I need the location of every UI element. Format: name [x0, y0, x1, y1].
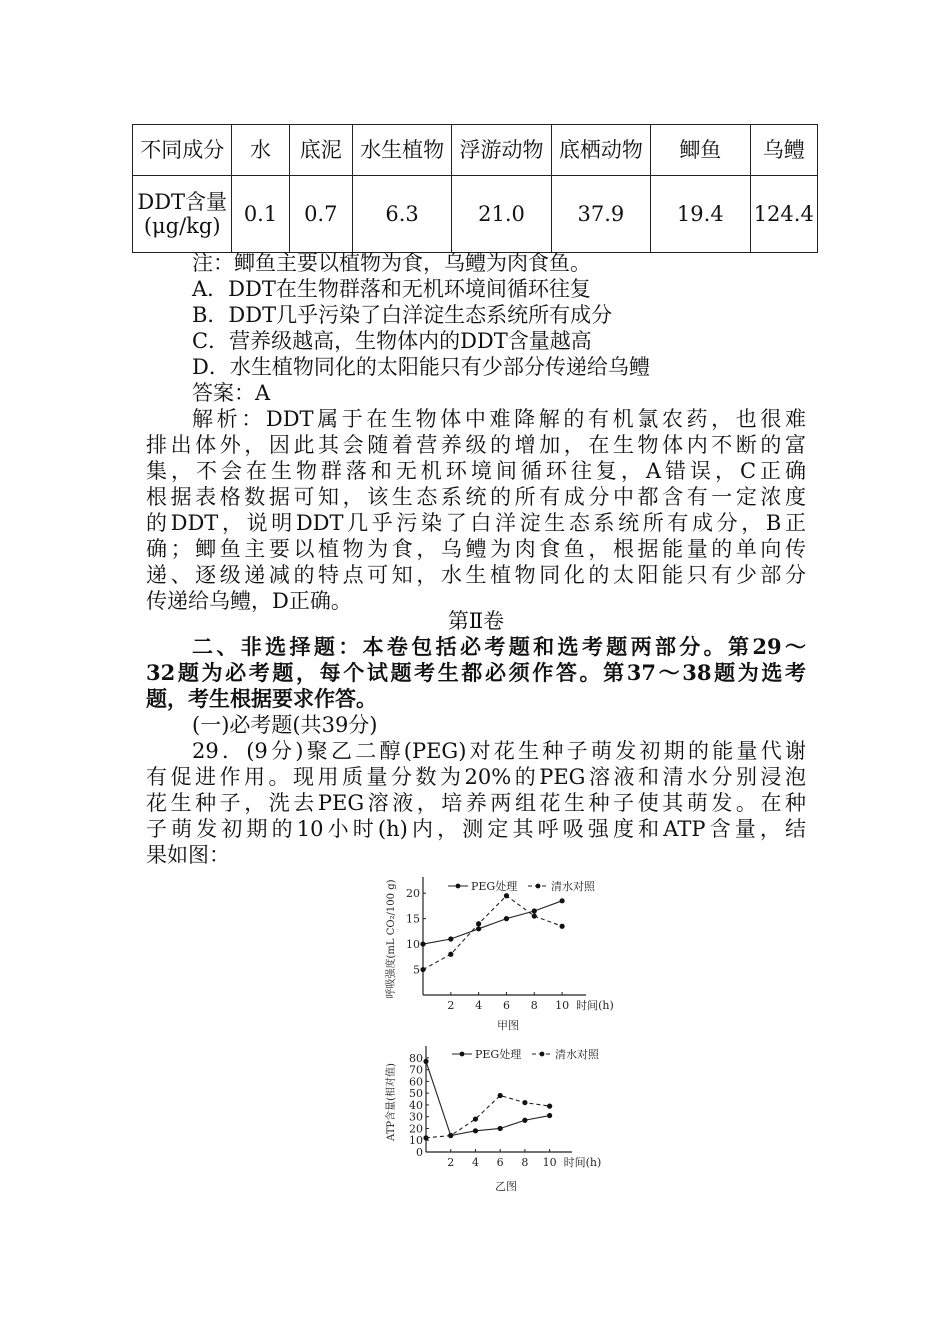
table-cell: 底泥	[289, 125, 352, 176]
option-c: C．营养级越高，生物体内的DDT含量越高	[192, 329, 592, 353]
y-axis-label: 呼吸强度(mL CO₂/100 g)	[386, 879, 397, 999]
table-cell: 124.4	[750, 176, 817, 253]
y-tick-label: 15	[406, 912, 420, 926]
table-header-row	[133, 125, 818, 176]
explanation-line: 根据表格数据可知，该生态系统的所有成分中都含有一定浓度	[146, 485, 806, 509]
data-point	[559, 898, 564, 903]
table-cell: 水生植物	[352, 125, 451, 176]
explanation-line: 递、逐级递减的特点可知，水生植物同化的太阳能只有少部分	[146, 563, 806, 587]
data-point	[504, 893, 509, 898]
question-line: 29．(9分)聚乙二醇(PEG)对花生种子萌发初期的能量代谢	[192, 739, 806, 763]
table-row	[133, 176, 818, 253]
table-cell: 水	[232, 125, 289, 176]
table-cell: 19.4	[651, 176, 750, 253]
x-tick-label: 2	[447, 1156, 455, 1169]
series-line	[423, 901, 562, 944]
question-line: 子萌发初期的10小时(h)内，测定其呼吸强度和ATP含量，结	[146, 817, 806, 841]
data-point	[448, 936, 453, 941]
y-tick-label: 50	[409, 1087, 423, 1101]
explanation-line: 确；鲫鱼主要以植物为食，乌鳢为肉食鱼，根据能量的单向传	[146, 537, 806, 561]
table-cell: DDT含量(μg/kg)	[133, 176, 232, 253]
table-cell: 0.1	[232, 176, 289, 253]
data-point	[504, 916, 509, 921]
series-line	[426, 1061, 550, 1135]
section-intro-line: 二、非选择题：本卷包括必考题和选考题两部分。第29～	[192, 634, 806, 659]
table-cell: 6.3	[352, 176, 451, 253]
table-cell: 21.0	[452, 176, 551, 253]
legend-marker	[540, 1052, 545, 1057]
answer: 答案：A	[192, 381, 271, 405]
y-tick-label: 20	[406, 887, 420, 901]
table-cell: 鲫鱼	[651, 125, 750, 176]
section-title: 第Ⅱ卷	[447, 609, 505, 633]
subsection-title: (一)必考题(共39分)	[192, 713, 378, 737]
chart-title: 乙图	[495, 1180, 517, 1193]
atp-chart	[380, 1040, 640, 1200]
explanation-line: 的DDT，说明DDT几乎污染了白洋淀生态系统所有成分，B正	[146, 511, 806, 535]
x-tick-label: 4	[475, 999, 483, 1012]
explanation-line: 排出体外，因此其会随着营养级的增加，在生物体内不断的富	[146, 433, 806, 457]
y-axis-label: ATP含量(相对值)	[386, 1063, 397, 1141]
data-point	[559, 924, 564, 929]
data-point	[547, 1113, 552, 1118]
table-cell: 乌鳢	[750, 125, 817, 176]
data-point	[448, 1133, 453, 1138]
section-intro-line: 题，考生根据要求作答。	[146, 686, 377, 711]
table-cell: 37.9	[551, 176, 650, 253]
data-point	[522, 1100, 527, 1105]
x-axis-label: 时间(h)	[576, 999, 614, 1012]
series-line	[423, 896, 562, 970]
legend-label: 清水对照	[551, 880, 595, 893]
y-tick-label: 0	[416, 1146, 423, 1159]
data-point	[423, 1135, 428, 1140]
chart-title: 甲图	[497, 1019, 519, 1032]
y-tick-label: 20	[409, 1122, 423, 1136]
y-tick-label: 60	[409, 1075, 423, 1089]
x-tick-label: 4	[471, 1156, 479, 1169]
data-point	[547, 1104, 552, 1109]
y-tick-label: 70	[409, 1063, 423, 1077]
x-tick-label: 8	[521, 1156, 529, 1169]
option-d: D．水生植物同化的太阳能只有少部分传递给乌鳢	[192, 355, 650, 379]
data-point	[522, 1118, 527, 1123]
y-tick-label: 80	[409, 1051, 423, 1065]
data-point	[420, 967, 425, 972]
data-point	[423, 1059, 428, 1064]
data-point	[448, 952, 453, 957]
legend-label: PEG处理	[471, 880, 518, 893]
explanation-line: 传递给乌鳢，D正确。	[146, 589, 352, 613]
legend-label: 清水对照	[555, 1048, 599, 1061]
data-point	[532, 908, 537, 913]
explanation-line: 解析：DDT属于在生物体中难降解的有机氯农药，也很难	[192, 407, 806, 431]
question-line: 花生种子，洗去PEG溶液，培养两组花生种子使其萌发。在种	[146, 791, 806, 815]
y-tick-label: 30	[409, 1110, 423, 1124]
table-cell: 0.7	[289, 176, 352, 253]
data-point	[473, 1116, 478, 1121]
x-tick-label: 10	[555, 999, 570, 1012]
respiration-chart	[380, 865, 640, 1040]
x-axis-label: 时间(h)	[563, 1156, 602, 1169]
data-point	[498, 1093, 503, 1098]
x-tick-label: 2	[447, 999, 455, 1012]
x-tick-label: 6	[502, 999, 510, 1012]
data-point	[420, 941, 425, 946]
legend-marker	[456, 884, 461, 889]
option-b: B．DDT几乎污染了白洋淀生态系统所有成分	[192, 303, 613, 327]
section-intro-line: 32题为必考题，每个试题考生都必须作答。第37～38题为选考	[146, 660, 806, 685]
data-point	[498, 1126, 503, 1131]
table-cell: 不同成分	[133, 125, 232, 176]
data-point	[473, 1128, 478, 1133]
ddt-table	[132, 124, 818, 253]
x-tick-label: 6	[496, 1156, 504, 1169]
legend-marker	[460, 1052, 465, 1057]
option-a: A．DDT在生物群落和无机环境间循环往复	[192, 277, 591, 301]
legend-marker	[536, 884, 541, 889]
question-line: 果如图：	[146, 843, 230, 867]
x-tick-label: 8	[530, 999, 538, 1012]
y-tick-label: 10	[409, 1134, 423, 1148]
y-tick-label: 10	[406, 938, 420, 952]
x-tick-label: 10	[542, 1156, 557, 1169]
data-point	[476, 921, 481, 926]
y-tick-label: 5	[413, 963, 420, 977]
data-point	[532, 913, 537, 918]
table-cell: 底栖动物	[551, 125, 650, 176]
table-note: 注：鲫鱼主要以植物为食，乌鳢为肉食鱼。	[192, 251, 591, 275]
data-point	[476, 926, 481, 931]
explanation-line: 集，不会在生物群落和无机环境间循环往复，A错误，C正确	[146, 459, 806, 483]
y-tick-label: 40	[409, 1098, 423, 1112]
legend-label: PEG处理	[475, 1048, 522, 1061]
table-cell: 浮游动物	[452, 125, 551, 176]
question-line: 有促进作用。现用质量分数为20%的PEG溶液和清水分别浸泡	[146, 765, 806, 789]
